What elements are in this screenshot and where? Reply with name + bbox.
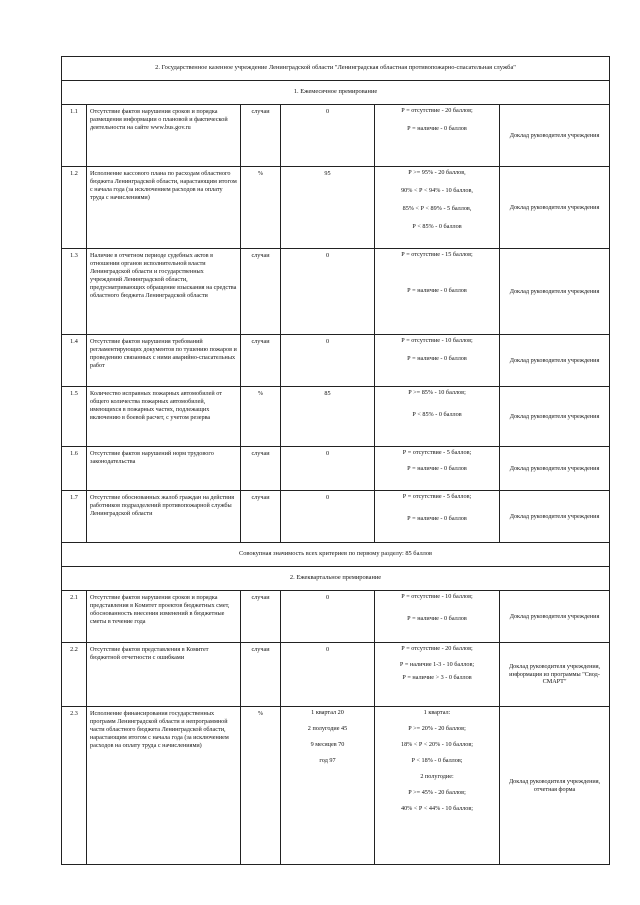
criterion-name: Отсутствие фактов нарушения сроков и порядка представления в Комитет проектов бюджетных смет, обоснованность внесения изменений в бюджетные сметы в течение года bbox=[87, 591, 241, 643]
criteria-line: 18% < Р < 20% - 10 баллов; bbox=[400, 740, 474, 748]
criteria-cell bbox=[375, 105, 500, 167]
criteria-line: Р = отсутствие - 20 баллов; bbox=[401, 645, 473, 652]
row-number: 1.3 bbox=[62, 249, 87, 335]
source-cell: Доклад руководителя учреждения bbox=[500, 491, 610, 543]
criteria-cell bbox=[375, 387, 500, 447]
criterion-name: Исполнение кассового плана по расходам областного бюджета Ленинградской области, нарастающим итогом с начала года (за исключением расходов на оплату труда с начислениями) bbox=[87, 167, 241, 249]
criteria-line: Р >= 20% - 20 баллов; bbox=[408, 724, 466, 732]
criteria-table bbox=[61, 56, 610, 865]
unit-cell: случаи bbox=[241, 447, 281, 491]
criteria-line: Р < 18% - 0 баллов; bbox=[411, 756, 463, 764]
criteria-line: Р = наличие 1-3 - 10 баллов; bbox=[399, 660, 475, 668]
criteria-cell bbox=[375, 447, 500, 491]
criteria-line: 40% < Р < 44% - 10 баллов; bbox=[400, 804, 474, 812]
source-cell: Доклад руководителя учреждения bbox=[500, 387, 610, 447]
criteria-line: Р = отсутствие - 10 баллов; bbox=[401, 593, 473, 600]
row-number: 1.4 bbox=[62, 335, 87, 387]
row-number: 2.3 bbox=[62, 707, 87, 865]
row-number: 1.6 bbox=[62, 447, 87, 491]
criteria-cell bbox=[375, 707, 500, 865]
table-row bbox=[62, 387, 610, 447]
source-cell: Доклад руководителя учреждения bbox=[500, 105, 610, 167]
section-title: 2. Ежеквартальное премирование bbox=[62, 567, 610, 591]
criterion-name: Количество исправных пожарных автомобилей от общего количества пожарных автомобилей, имеющихся в пожарных частях, подлежащих включению в боевой расчет, с учетом резерва bbox=[87, 387, 241, 447]
source-cell: Доклад руководителя учреждения bbox=[500, 335, 610, 387]
source-cell: Доклад руководителя учреждения bbox=[500, 447, 610, 491]
unit-cell: случаи bbox=[241, 105, 281, 167]
institution-row bbox=[62, 57, 610, 81]
criteria-line: Р = наличие - 0 баллов bbox=[407, 614, 467, 622]
criteria-line: Р >= 85% - 10 баллов; bbox=[408, 389, 466, 396]
table-row bbox=[62, 643, 610, 707]
institution-title: 2. Государственное казенное учреждение Ленинградской области "Ленинградская областная противопожарно-спасательная служба" bbox=[62, 57, 610, 81]
criterion-name: Отсутствие фактов представления в Комитет бюджетной отчетности с ошибками bbox=[87, 643, 241, 707]
table-row bbox=[62, 167, 610, 249]
criteria-line: Р = наличие - 0 баллов bbox=[407, 286, 467, 294]
table-row bbox=[62, 447, 610, 491]
row-number: 2.2 bbox=[62, 643, 87, 707]
criteria-line: 90% < Р < 94% - 10 баллов, bbox=[401, 186, 473, 194]
criterion-name: Отсутствие обоснованных жалоб граждан на действия работников подразделений противопожарной службы Ленинградской области bbox=[87, 491, 241, 543]
criteria-line: Р = наличие - 0 баллов bbox=[407, 464, 467, 472]
criteria-line: Р = отсутствие - 10 баллов; bbox=[401, 337, 473, 344]
source-cell: Доклад руководителя учреждения bbox=[500, 167, 610, 249]
value-line: 2 полугодие 45 bbox=[307, 724, 348, 732]
criteria-line: Р < 85% - 0 баллов bbox=[412, 410, 462, 418]
section-title: 1. Ежемесячное премирование bbox=[62, 81, 610, 105]
section-total-row bbox=[62, 543, 610, 567]
target-value: 0 bbox=[281, 335, 375, 387]
unit-cell: случаи bbox=[241, 335, 281, 387]
table-row bbox=[62, 491, 610, 543]
unit-cell: % bbox=[241, 387, 281, 447]
criteria-line: Р = отсутствие - 15 баллов; bbox=[401, 251, 473, 258]
value-line: год 97 bbox=[319, 756, 336, 764]
criteria-line: Р = отсутствие - 5 баллов; bbox=[402, 449, 472, 456]
criteria-cell bbox=[375, 591, 500, 643]
target-values-cell bbox=[281, 707, 375, 865]
document-sheet bbox=[61, 56, 609, 865]
criteria-line: Р = отсутствие - 5 баллов; bbox=[402, 493, 472, 500]
criteria-line: Р = наличие - 0 баллов bbox=[407, 514, 467, 522]
target-value: 0 bbox=[281, 447, 375, 491]
source-cell: Доклад руководителя учреждения, информация из программы "Свод-СМАРТ" bbox=[500, 643, 610, 707]
unit-cell: случаи bbox=[241, 491, 281, 543]
criteria-line: Р < 85% - 0 баллов bbox=[412, 222, 462, 230]
criteria-cell bbox=[375, 335, 500, 387]
value-line: 9 месяцев 70 bbox=[310, 740, 345, 748]
criterion-name: Отсутствие фактов нарушения требований регламентирующих документов по тушению пожаров и проведению связанных с ними аварийно-спасательных работ bbox=[87, 335, 241, 387]
target-value: 0 bbox=[281, 643, 375, 707]
row-number: 1.7 bbox=[62, 491, 87, 543]
table-row bbox=[62, 707, 610, 865]
table-row bbox=[62, 591, 610, 643]
criteria-line: 2 полугодие: bbox=[420, 772, 454, 780]
unit-cell: % bbox=[241, 167, 281, 249]
criterion-name: Исполнение финансирования государственных программ Ленинградской области и непрограммной части областного бюджета Ленинградской области, нарастающим итогом с начала года (за исключением расходов на оплату труда с начислениями) bbox=[87, 707, 241, 865]
criterion-name: Наличие в отчетном периоде судебных актов в отношении органов исполнительной власти Ленинградской области и государственных учреждений Ленинградской области, предусматривающих обращение взыскания на средства областного бюджета Ленинградской области bbox=[87, 249, 241, 335]
section-header-row bbox=[62, 567, 610, 591]
target-value: 85 bbox=[281, 387, 375, 447]
target-value: 0 bbox=[281, 249, 375, 335]
source-cell: Доклад руководителя учреждения bbox=[500, 249, 610, 335]
section-header-row bbox=[62, 81, 610, 105]
table-row bbox=[62, 249, 610, 335]
row-number: 2.1 bbox=[62, 591, 87, 643]
criteria-cell bbox=[375, 167, 500, 249]
source-cell: Доклад руководителя учреждения bbox=[500, 591, 610, 643]
criteria-cell bbox=[375, 491, 500, 543]
unit-cell: % bbox=[241, 707, 281, 865]
unit-cell: случаи bbox=[241, 591, 281, 643]
criteria-line: Р = наличие - 0 баллов bbox=[407, 354, 467, 362]
row-number: 1.2 bbox=[62, 167, 87, 249]
criteria-cell bbox=[375, 643, 500, 707]
criteria-line: 1 квартал: bbox=[423, 709, 451, 716]
criteria-line: Р = отсутствие - 20 баллов; bbox=[401, 107, 473, 114]
target-value: 0 bbox=[281, 491, 375, 543]
value-line: 1 квартал 20 bbox=[311, 709, 344, 716]
criteria-line: Р >= 95% - 20 баллов, bbox=[408, 169, 466, 176]
row-number: 1.5 bbox=[62, 387, 87, 447]
criterion-name: Отсутствие фактов нарушений норм трудового законодательства bbox=[87, 447, 241, 491]
target-value: 95 bbox=[281, 167, 375, 249]
unit-cell: случаи bbox=[241, 643, 281, 707]
criteria-cell bbox=[375, 249, 500, 335]
target-value: 0 bbox=[281, 105, 375, 167]
criteria-line: Р = наличие > 3 - 0 баллов bbox=[402, 673, 472, 681]
criteria-line: Р >= 45% - 20 баллов; bbox=[408, 788, 466, 796]
criteria-line: Р = наличие - 0 баллов bbox=[407, 124, 467, 132]
unit-cell: случаи bbox=[241, 249, 281, 335]
criterion-name: Отсутствие фактов нарушения сроков и порядка размещения информации о плановой и фактической деятельности на сайте www.bus.gov.ru bbox=[87, 105, 241, 167]
criteria-line: 85% < Р < 89% - 5 баллов, bbox=[402, 204, 472, 212]
section-total: Совокупная значимость всех критериев по первому разделу: 85 баллов bbox=[62, 543, 610, 567]
source-cell: Доклад руководителя учреждения, отчетная форма bbox=[500, 707, 610, 865]
target-value: 0 bbox=[281, 591, 375, 643]
table-row bbox=[62, 335, 610, 387]
table-row bbox=[62, 105, 610, 167]
row-number: 1.1 bbox=[62, 105, 87, 167]
